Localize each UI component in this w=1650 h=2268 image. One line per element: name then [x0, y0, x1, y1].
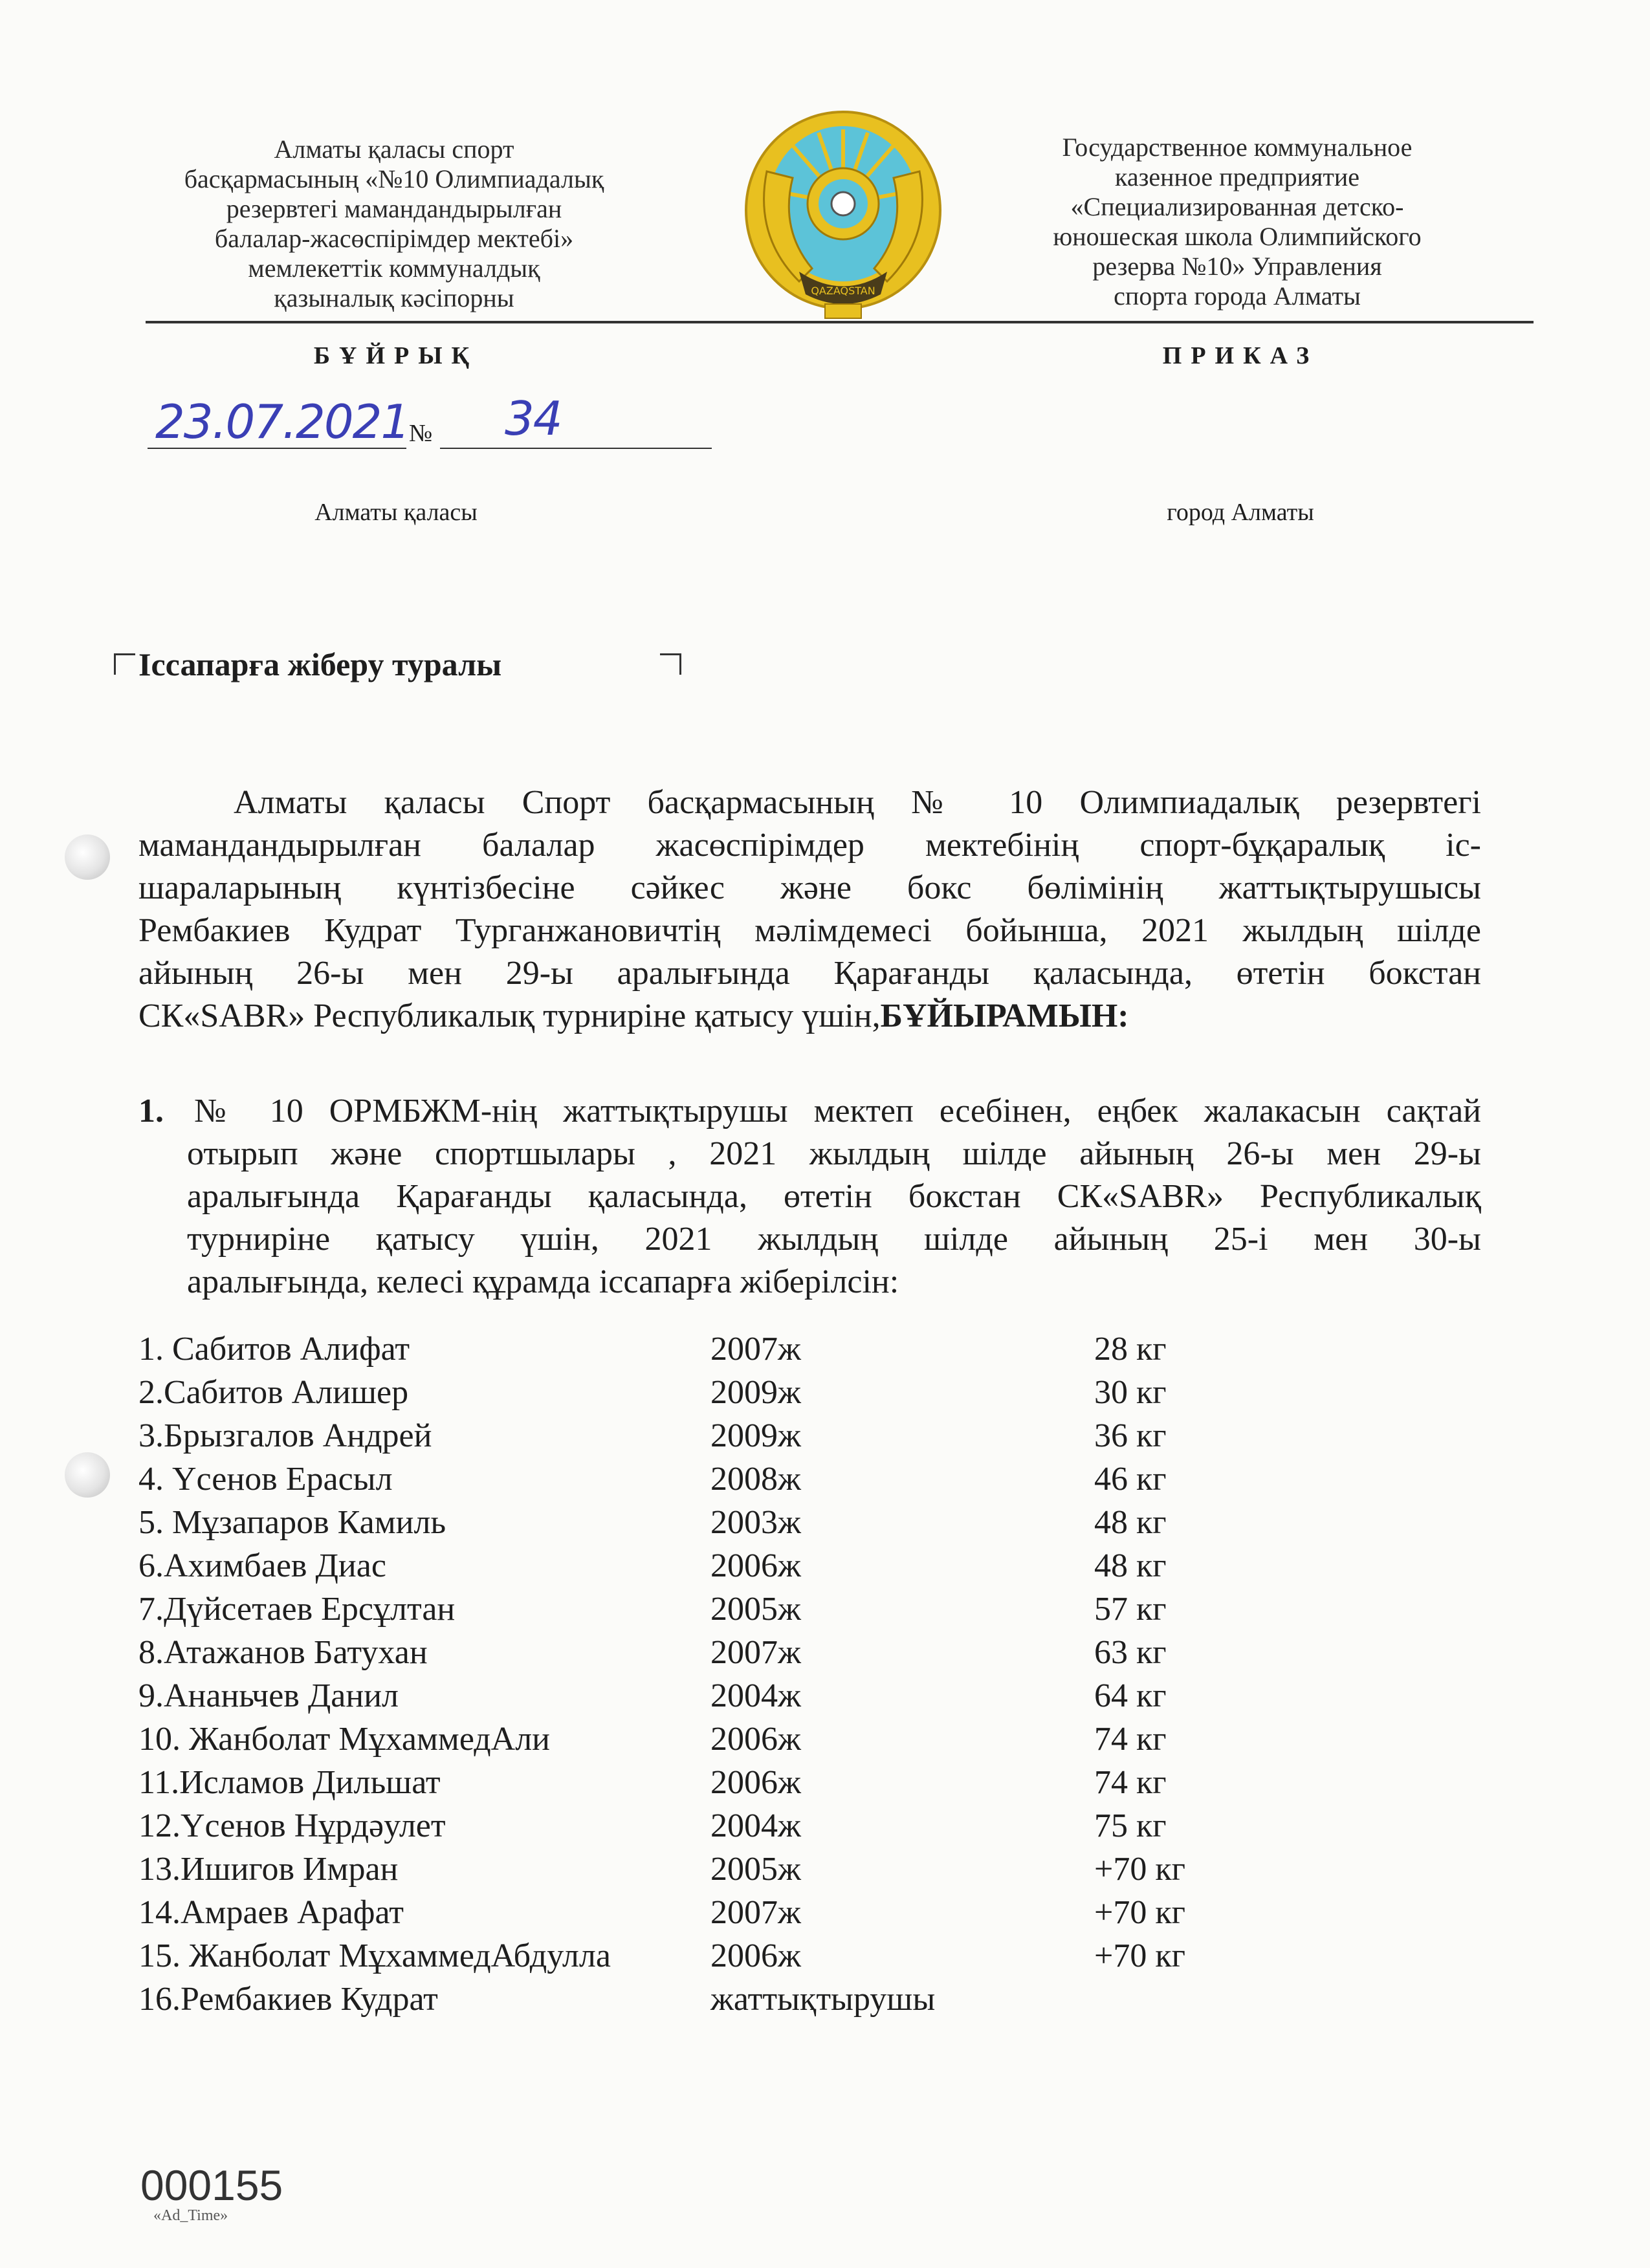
header-line: Государственное коммунальное: [1062, 133, 1413, 162]
participant-weight: 48 кг: [1094, 1547, 1167, 1584]
participant-name: 1. Сабитов Алифат: [138, 1331, 410, 1368]
participant-row: [138, 1501, 1433, 1544]
document-title: Іссапарға жіберу туралы: [138, 646, 502, 682]
preamble-line: Алматы қаласы Спорт басқармасының № 10 Олимпиадалық резервтегі: [234, 784, 1481, 821]
participant-weight: 48 кг: [1094, 1504, 1167, 1541]
state-emblem: [741, 107, 945, 320]
number-underline: [440, 448, 712, 449]
participant-row: [138, 1674, 1433, 1717]
preamble-line: шараларының күнтізбесіне сәйкес және бокс бөлімінің жаттықтырушысы: [138, 869, 1481, 906]
header-line: резерва №10» Управления: [1092, 252, 1382, 281]
participant-weight: 46 кг: [1094, 1461, 1167, 1498]
header-line: Алматы қаласы спорт: [274, 135, 514, 164]
corner-mark-right: [660, 653, 681, 675]
emblem-text: QAZAQSTAN: [811, 285, 875, 297]
preamble-line: мамандандырылған балалар жасөспірімдер мектебінің спорт-бұқаралық іс-: [138, 827, 1481, 864]
header-line: басқармасының «№10 Олимпиадалық: [184, 164, 604, 193]
corner-mark-left: [114, 653, 135, 675]
header-line: спорта города Алматы: [1114, 281, 1361, 311]
participant-row: [138, 1761, 1433, 1804]
participant-weight: 63 кг: [1094, 1634, 1167, 1671]
number-sign: №: [409, 420, 433, 447]
header-line: балалар-жасөспірімдер мектебі»: [214, 224, 574, 253]
participant-name: 12.Үсенов Нұрдәулет: [138, 1807, 446, 1844]
order-date-handwritten: 23.07.2021: [155, 395, 410, 449]
participant-weight: 57 кг: [1094, 1591, 1167, 1628]
participant-row: [138, 1371, 1433, 1414]
participant-row: [138, 1934, 1433, 1978]
participant-year: 2004ж: [710, 1807, 801, 1844]
header-left-org-kz: [148, 135, 640, 313]
participant-row: [138, 1544, 1433, 1587]
participant-row: [138, 1848, 1433, 1891]
city-ru: город Алматы: [1167, 499, 1314, 526]
state-emblem-icon: [741, 107, 945, 320]
header-line: «Специализированная детско-: [1070, 192, 1404, 221]
participant-row: [138, 1804, 1433, 1848]
participant-weight: +70 кг: [1094, 1851, 1185, 1888]
participant-weight: +70 кг: [1094, 1894, 1185, 1931]
participant-year: 2006ж: [710, 1547, 801, 1584]
participant-year: 2008ж: [710, 1461, 801, 1498]
participant-year: 2004ж: [710, 1677, 801, 1714]
serial-number: 000155: [140, 2161, 283, 2209]
participant-weight: 74 кг: [1094, 1721, 1167, 1758]
participant-row: [138, 1587, 1433, 1631]
punch-hole: [65, 834, 110, 880]
header-line: резервтегі мамандандырылған: [226, 194, 562, 223]
punch-hole: [65, 1452, 110, 1498]
participant-year: 2009ж: [710, 1417, 801, 1454]
preamble-text: СК«SABR» Республикалық турниріне қатысу үшін,: [138, 998, 881, 1034]
participant-year: 2005ж: [710, 1591, 801, 1628]
participant-name: 6.Ахимбаев Диас: [138, 1547, 386, 1584]
participant-row: [138, 1891, 1433, 1934]
participant-row: [138, 1978, 1433, 2021]
participant-name: 5. Мұзапаров Камиль: [138, 1504, 446, 1541]
order-kind-kz: БҰЙРЫҚ: [313, 342, 479, 369]
header-line: казенное предприятие: [1114, 162, 1360, 191]
item-line: отырып және спортшылары , 2021 жылдың шілде айының 26-ы мен 29-ы: [187, 1135, 1481, 1172]
participant-year: 2007ж: [710, 1331, 801, 1368]
item-line: аралығында, келесі құрамда іссапарға жіберілсін:: [187, 1263, 899, 1300]
participant-weight: +70 кг: [1094, 1937, 1185, 1974]
participant-row: [138, 1327, 1433, 1371]
participant-weight: 74 кг: [1094, 1764, 1167, 1801]
preamble-line: айының 26-ы мен 29-ы аралығында Қарағанды қаласында, өтетін бокстан: [138, 955, 1481, 992]
order-kind-ru: ПРИКАЗ: [1162, 342, 1319, 369]
participant-weight: 75 кг: [1094, 1807, 1167, 1844]
participant-name: 11.Исламов Дильшат: [138, 1764, 441, 1801]
participant-name: 15. Жанболат МұхаммедАбдулла: [138, 1937, 611, 1974]
participant-year: 2006ж: [710, 1937, 801, 1974]
participant-weight: 36 кг: [1094, 1417, 1167, 1454]
header-right-org-ru: [991, 133, 1483, 311]
header-divider: [146, 321, 1534, 323]
participant-row: [138, 1631, 1433, 1674]
order-number-handwritten: 34: [505, 391, 562, 446]
participant-name: 9.Ананьчев Данил: [138, 1677, 399, 1714]
participant-name: 13.Ишигов Имран: [138, 1851, 399, 1888]
item-line: турниріне қатысу үшін, 2021 жылдың шілде айының 25-і мен 30-ы: [187, 1221, 1481, 1258]
item-line: аралығында Қарағанды қаласында, өтетін бокстан СК«SABR» Республикалық: [187, 1178, 1481, 1215]
participant-year: 2007ж: [710, 1894, 801, 1931]
participant-name: 10. Жанболат МұхаммедАли: [138, 1721, 551, 1758]
header-line: юношеская школа Олимпийского: [1053, 222, 1422, 251]
participant-year: 2006ж: [710, 1721, 801, 1758]
preamble-line: Рембакиев Кудрат Турганжановичтің мәлімдемесі бойынша, 2021 жылдың шілде: [138, 912, 1481, 949]
participant-name: 16.Рембакиев Кудрат: [138, 1981, 438, 2018]
participant-name: 4. Үсенов Ерасыл: [138, 1461, 393, 1498]
header-line: қазыналық кәсіпорны: [274, 283, 514, 312]
decree-word: БҰЙЫРАМЫН:: [880, 998, 1129, 1034]
participant-weight: 30 кг: [1094, 1374, 1167, 1411]
participant-weight: 28 кг: [1094, 1331, 1167, 1368]
preamble-line-last: [138, 995, 1481, 1038]
item-number: 1.: [138, 1093, 164, 1129]
header-line: мемлекеттік коммуналдық: [248, 254, 540, 283]
participant-name: 3.Брызгалов Андрей: [138, 1417, 432, 1454]
participant-year: жаттықтырушы: [710, 1981, 936, 2018]
participant-name: 14.Амраев Арафат: [138, 1894, 404, 1931]
participant-year: 2007ж: [710, 1634, 801, 1671]
participant-name: 2.Сабитов Алишер: [138, 1374, 409, 1411]
city-kz: Алматы қаласы: [314, 499, 478, 526]
participant-name: 8.Атажанов Батухан: [138, 1634, 428, 1671]
participant-row: [138, 1717, 1433, 1761]
participant-row: [138, 1457, 1433, 1501]
printer-mark: «Ad_Time»: [153, 2207, 228, 2224]
participant-weight: 64 кг: [1094, 1677, 1167, 1714]
item-line: № 10 ОРМБЖМ-нің жаттықтырушы мектеп есебінен, еңбек жалакасын сақтай: [194, 1093, 1481, 1129]
participant-year: 2006ж: [710, 1764, 801, 1801]
participant-year: 2005ж: [710, 1851, 801, 1888]
participant-year: 2009ж: [710, 1374, 801, 1411]
participant-row: [138, 1414, 1433, 1457]
participant-year: 2003ж: [710, 1504, 801, 1541]
participant-name: 7.Дүйсетаев Ерсұлтан: [138, 1591, 456, 1628]
